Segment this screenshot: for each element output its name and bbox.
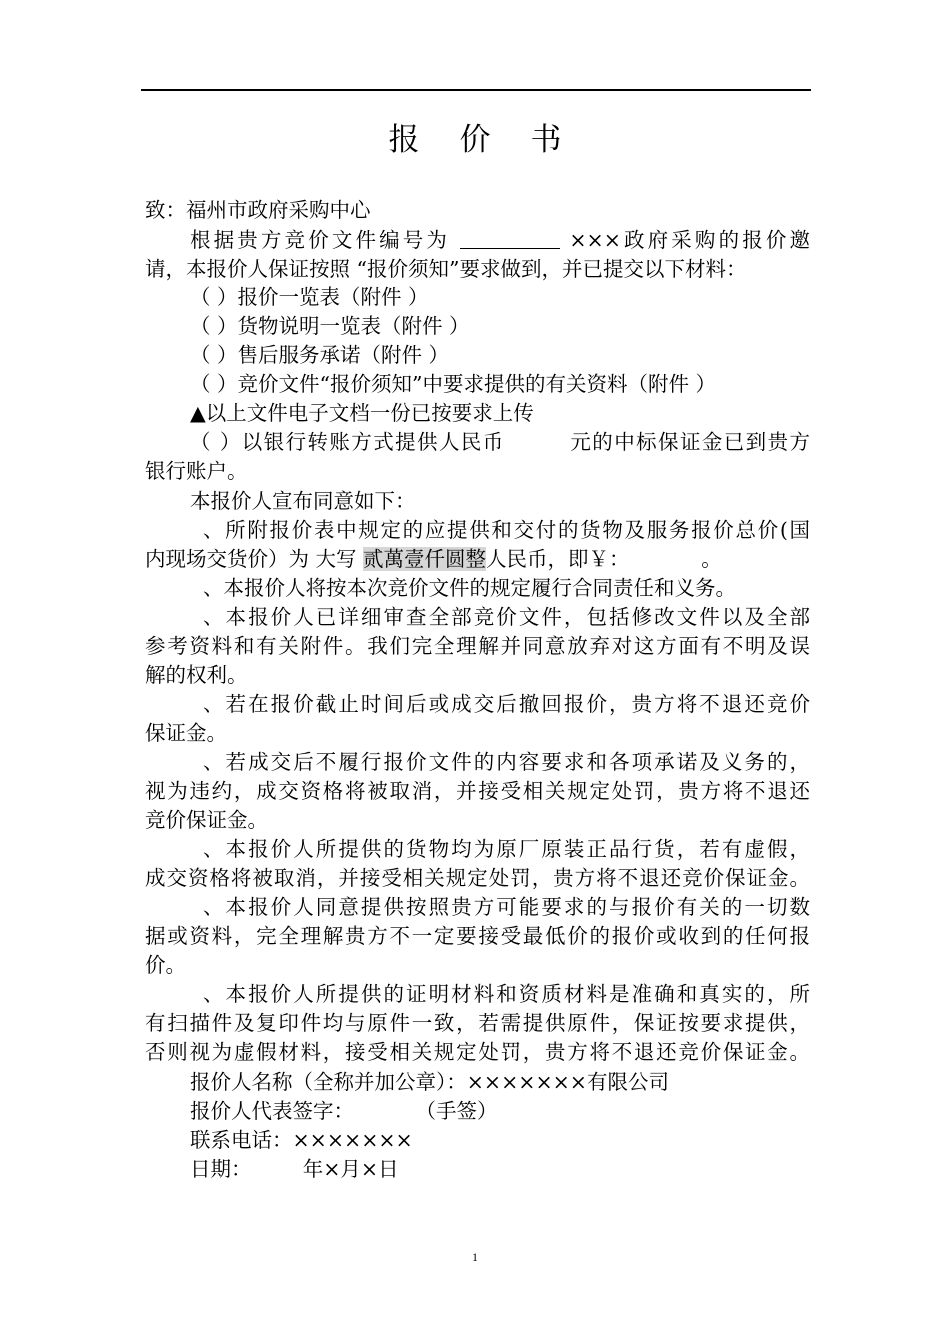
clause-7-line: 、本报价人同意提供按照贵方可能要求的与报价有关的一切数 [203,895,810,919]
document-title [0,118,950,162]
deposit-line-2: 银行账户。 [145,459,248,483]
material-item: （ ）竞价文件“报价须知”中要求提供的有关资料（附件 ） [190,372,716,396]
contact-phone: 联系电话：××××××× [190,1128,413,1152]
clause-6-line: 成交资格将被取消，并接受相关规定处罚，贵方将不退还竞价保证金。 [145,866,810,890]
clause-4-line: 保证金。 [145,721,227,745]
clause-2-line: 、本报价人将按本次竞价文件的规定履行合同责任和义务。 [203,576,736,600]
clause-1-line: 、所附报价表中规定的应提供和交付的货物及服务报价总价(国 [203,518,810,542]
clause-5-line: 、若成交后不履行报价文件的内容要求和各项承诺及义务的， [203,750,810,774]
clause-8-line: 否则视为虚假材料，接受相关规定处罚，贵方将不退还竞价保证金。 [145,1040,810,1064]
material-item: （ ）报价一览表（附件 ） [190,285,429,309]
clause-7-line: 据或资料，完全理解贵方不一定要接受最低价的报价或收到的任何报 [145,924,810,948]
addressee: 致：福州市政府采购中心 [145,198,371,222]
bidder-name: 报价人名称（全称并加公章）：×××××××有限公司 [190,1070,669,1094]
header-rule [141,89,811,91]
intro-line-2: 请，本报价人保证按照 “报价须知”要求做到，并已提交以下材料： [145,257,747,281]
clause-3-line: 解的权利。 [145,663,248,687]
clause-8-line: 有扫描件及复印件均与原件一致，若需提供原件，保证按要求提供， [145,1011,810,1035]
material-item: （ ）货物说明一览表（附件 ） [190,314,470,338]
clause-5-line: 视为违约，成交资格将被取消，并接受相关规定处罚，贵方将不退还 [145,779,810,803]
sign-date: 日期： 年×月×日 [190,1157,399,1181]
material-item: （ ）售后服务承诺（附件 ） [190,343,450,367]
clause-5-line: 竞价保证金。 [145,808,268,832]
clause-8-line: 、本报价人所提供的证明材料和资质材料是准确和真实的，所 [203,982,810,1006]
amount-in-words: 贰萬壹仟圆整 [363,547,487,571]
clause-6-line: 、本报价人所提供的货物均为原厂原装正品行货，若有虚假， [203,837,810,861]
title-char: 书 [530,122,562,158]
upload-note: ▲以上文件电子文档一份已按要求上传 [190,401,534,425]
bidder-rep-signature: 报价人代表签字： （手签） [190,1099,498,1123]
clause-1-line: 内现场交货价）为 大写 贰萬壹仟圆整人民币，即￥： 。 [145,547,722,571]
title-char: 报 [388,122,420,158]
deposit-line-1: （ ）以银行转账方式提供人民币 元的中标保证金已到贵方 [190,430,810,454]
clause-7-line: 价。 [145,953,186,977]
page-number: 1 [472,1250,478,1264]
agree-heading: 本报价人宣布同意如下： [190,489,416,513]
doc-number-blank [460,226,560,249]
title-char: 价 [459,122,491,158]
intro-line-1: 根据贵方竞价文件编号为 ×××政府采购的报价邀 [190,228,810,252]
clause-4-line: 、若在报价截止时间后或成交后撤回报价，贵方将不退还竞价 [203,692,810,716]
clause-3-line: 、本报价人已详细审查全部竞价文件，包括修改文件以及全部 [203,605,810,629]
clause-3-line: 参考资料和有关附件。我们完全理解并同意放弃对这方面有不明及误 [145,634,810,658]
